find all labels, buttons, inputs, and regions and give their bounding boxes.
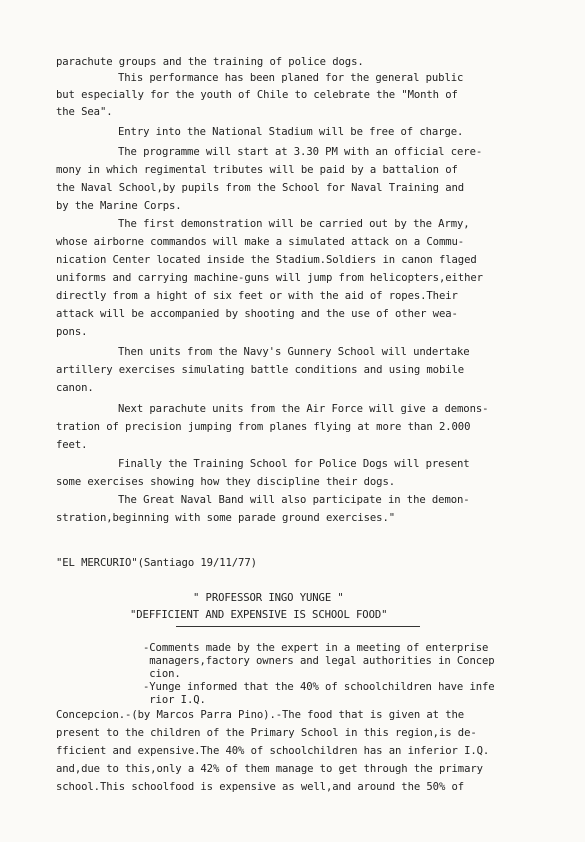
body-line: school.This schoolfood is expensive as well,and around the 50% of bbox=[56, 781, 465, 793]
bullet-line: -Yunge informed that the 40% of schoolchildren have infe bbox=[143, 681, 495, 693]
text-line: artillery exercises simulating battle conditions and using mobile bbox=[56, 364, 465, 376]
headline-underline bbox=[176, 626, 420, 627]
text-line: pons. bbox=[56, 326, 88, 338]
article-headline: "DEFFICIENT AND EXPENSIVE IS SCHOOL FOOD" bbox=[130, 609, 388, 621]
text-line: nication Center located inside the Stadium.Soldiers in canon flaged bbox=[56, 254, 477, 266]
text-line: some exercises showing how they discipline their dogs. bbox=[56, 476, 396, 488]
source-citation: "EL MERCURIO"(Santiago 19/11/77) bbox=[56, 557, 257, 569]
text-line: stration,beginning with some parade ground exercises." bbox=[56, 512, 396, 524]
text-line: by the Marine Corps. bbox=[56, 200, 182, 212]
text-line: but especially for the youth of Chile to celebrate the "Month of bbox=[56, 89, 458, 101]
body-line: fficient and expensive.The 40% of schoolchildren has an inferior I.Q. bbox=[56, 745, 490, 757]
body-line: present to the children of the Primary School in this region,is de- bbox=[56, 727, 477, 739]
bullet-line: rior I.Q. bbox=[143, 694, 206, 706]
bullet-line: cion. bbox=[143, 668, 181, 680]
text-line: Next parachute units from the Air Force will give a demons- bbox=[118, 403, 489, 415]
article-heading-name: " PROFESSOR INGO YUNGE " bbox=[193, 592, 344, 604]
body-line: and,due to this,only a 42% of them manage to get through the primary bbox=[56, 763, 483, 775]
text-line: feet. bbox=[56, 439, 88, 451]
text-line: parachute groups and the training of police dogs. bbox=[56, 56, 364, 68]
text-line: This performance has been planed for the general public bbox=[118, 72, 464, 84]
text-line: The first demonstration will be carried out by the Army, bbox=[118, 218, 470, 230]
text-line: canon. bbox=[56, 382, 94, 394]
text-line: directly from a hight of six feet or with the aid of ropes.Their bbox=[56, 290, 458, 302]
text-line: whose airborne commandos will make a simulated attack on a Commu- bbox=[56, 236, 465, 248]
text-line: Entry into the National Stadium will be free of charge. bbox=[118, 126, 464, 138]
text-line: the Naval School,by pupils from the School for Naval Training and bbox=[56, 182, 465, 194]
text-line: tration of precision jumping from planes flying at more than 2.000 bbox=[56, 421, 471, 433]
text-line: The programme will start at 3.30 PM with an official cere- bbox=[118, 146, 483, 158]
text-line: the Sea". bbox=[56, 106, 113, 118]
bullet-line: managers,factory owners and legal authorities in Conсep bbox=[143, 655, 495, 667]
text-line: Then units from the Navy's Gunnery School will undertake bbox=[118, 346, 470, 358]
text-line: The Great Naval Band will also participate in the demon- bbox=[118, 494, 470, 506]
text-line: uniforms and carrying machine-guns will jump from helicopters,either bbox=[56, 272, 483, 284]
body-line: Concepcion.-(by Marcos Parra Pino).-The food that is given at the bbox=[56, 709, 465, 721]
text-line: mony in which regimental tributes will be paid by a battalion of bbox=[56, 164, 458, 176]
text-line: Finally the Training School for Police Dogs will present bbox=[118, 458, 470, 470]
bullet-line: -Comments made by the expert in a meeting of enterprise bbox=[143, 642, 489, 654]
text-line: attack will be accompanied by shooting and the use of other wea- bbox=[56, 308, 458, 320]
